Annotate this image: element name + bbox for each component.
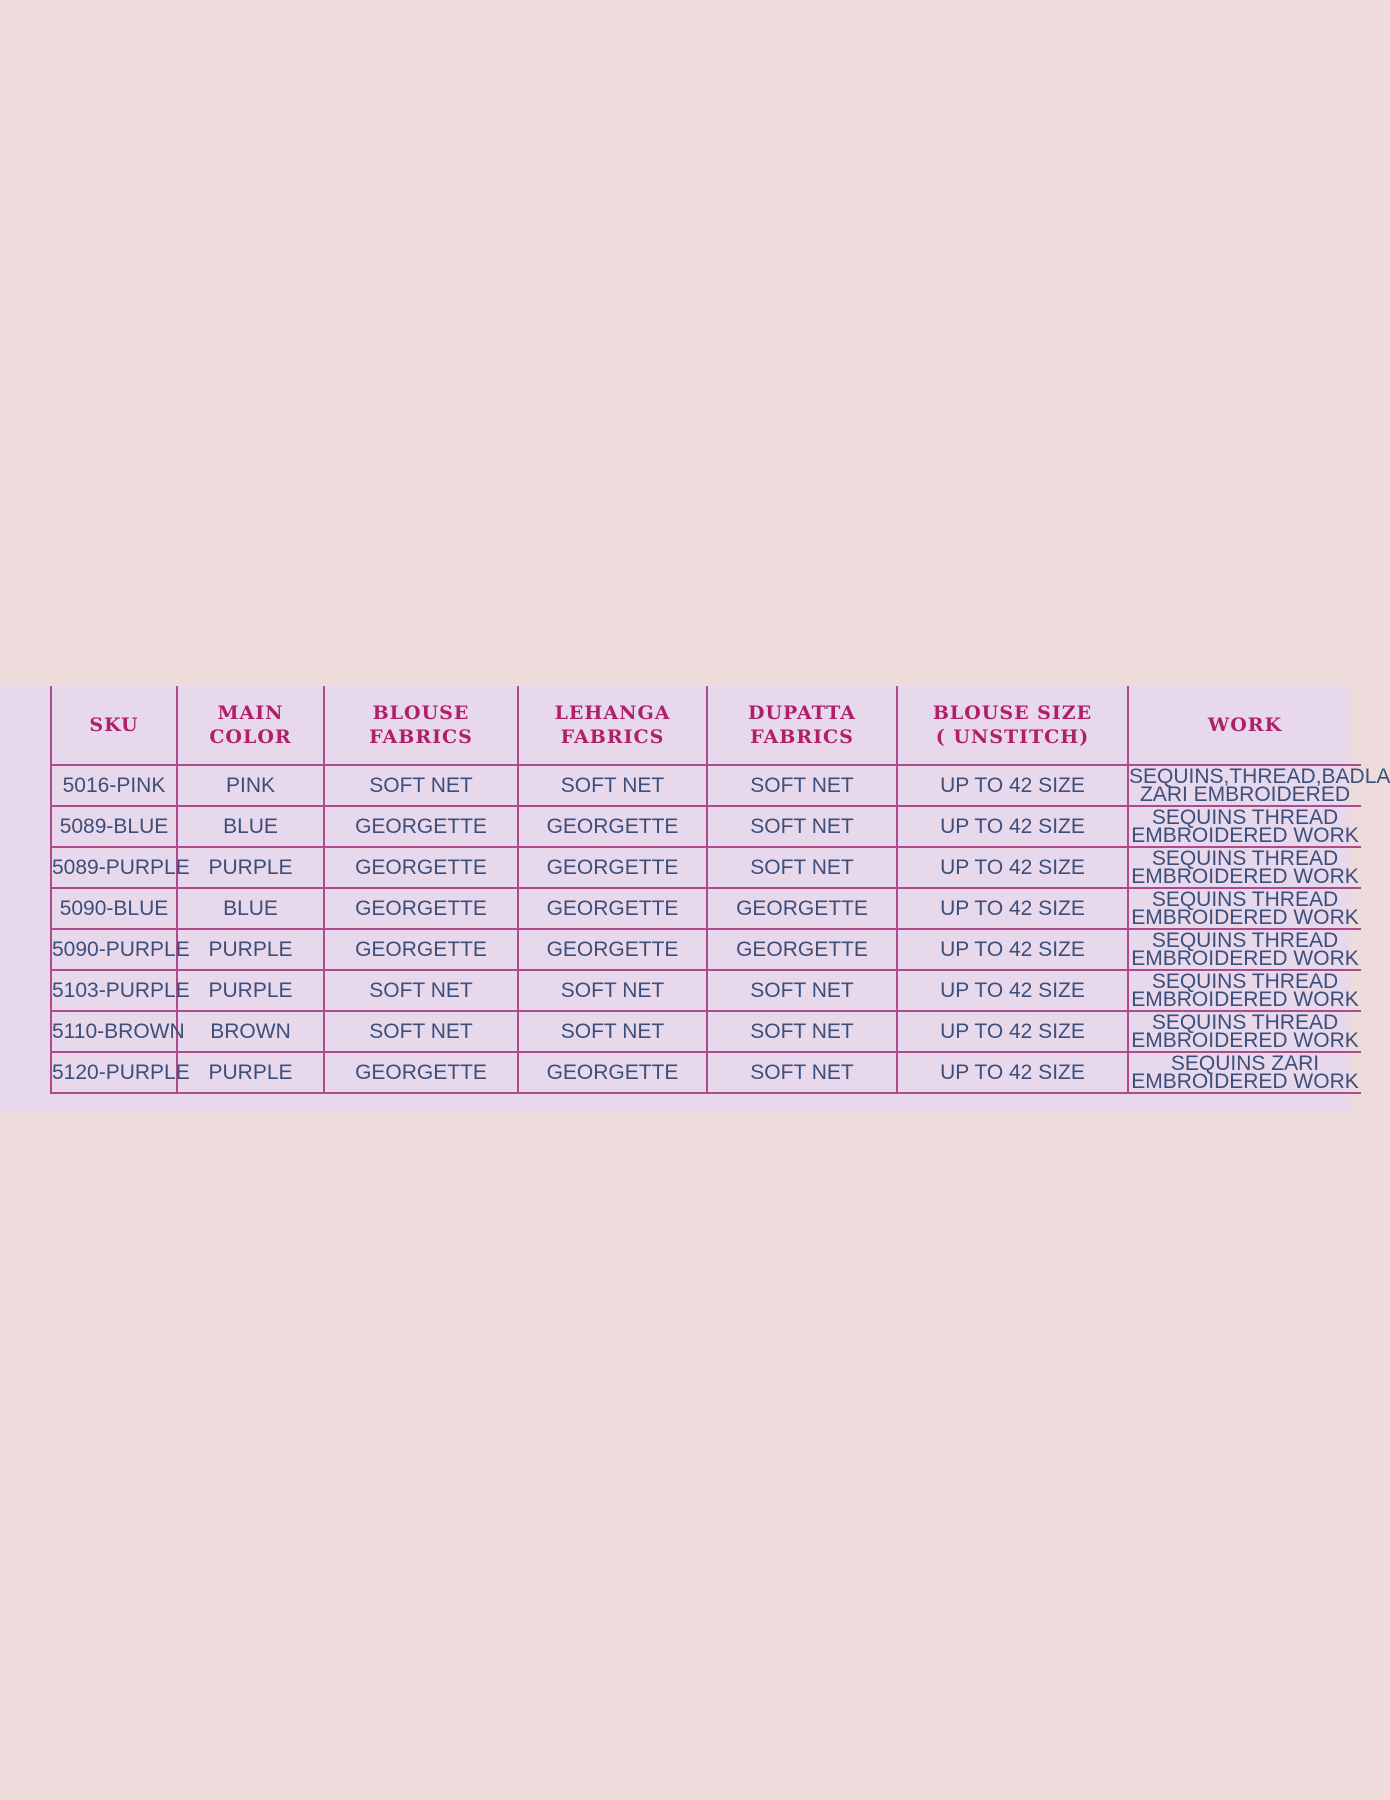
main-color-cell: PURPLE [177, 847, 324, 888]
work-line: EMBROIDERED WORK [1131, 823, 1359, 847]
table-row [51, 847, 1361, 888]
header-line: LEHANGA [554, 702, 671, 724]
table-row [51, 888, 1361, 929]
sku-cell: 5120-PURPLE [51, 1052, 177, 1093]
sku-cell: 5016-PINK [51, 765, 177, 806]
header-blouse-size [897, 686, 1128, 765]
sku-cell: 5089-BLUE [51, 806, 177, 847]
table-row [51, 970, 1361, 1011]
lehanga-fabric-cell: SOFT NET [518, 1011, 707, 1052]
product-spec-table [50, 686, 1390, 1094]
header-lehanga-fabrics [518, 686, 707, 765]
header-line: WORK [1207, 714, 1283, 736]
work-cell [1128, 1052, 1361, 1093]
work-line: SEQUINS THREAD [1151, 846, 1339, 870]
blouse-size-cell: UP TO 42 SIZE [897, 847, 1128, 888]
dupatta-fabric-cell: GEORGETTE [707, 929, 897, 970]
header-sku [51, 686, 177, 765]
header-main-color [177, 686, 324, 765]
blouse-size-cell: UP TO 42 SIZE [897, 765, 1128, 806]
header-line: COLOR [209, 726, 292, 748]
work-cell [1128, 929, 1361, 970]
header-line: FABRICS [560, 726, 665, 748]
table-row [51, 1052, 1361, 1093]
header-blouse-fabrics [324, 686, 518, 765]
header-work [1128, 686, 1361, 765]
dupatta-fabric-cell: SOFT NET [707, 847, 897, 888]
work-line: EMBROIDERED WORK [1131, 1069, 1359, 1093]
dupatta-fabric-cell: SOFT NET [707, 970, 897, 1011]
blouse-size-cell: UP TO 42 SIZE [897, 806, 1128, 847]
work-line: EMBROIDERED WORK [1131, 987, 1359, 1011]
main-color-cell: BLUE [177, 806, 324, 847]
header-line: FABRICS [369, 726, 473, 748]
blouse-fabric-cell: GEORGETTE [324, 847, 518, 888]
work-line: SEQUINS,THREAD,BADLA [1129, 764, 1390, 788]
work-line: SEQUINS THREAD [1151, 805, 1339, 829]
blouse-fabric-cell: GEORGETTE [324, 806, 518, 847]
main-color-cell: PURPLE [177, 929, 324, 970]
work-line: EMBROIDERED WORK [1131, 864, 1359, 888]
table-row [51, 929, 1361, 970]
lehanga-fabric-cell: SOFT NET [518, 765, 707, 806]
blouse-fabric-cell: SOFT NET [324, 765, 518, 806]
main-color-cell: PINK [177, 765, 324, 806]
work-cell [1128, 1011, 1361, 1052]
blouse-fabric-cell: GEORGETTE [324, 1052, 518, 1093]
blouse-size-cell: UP TO 42 SIZE [897, 929, 1128, 970]
header-dupatta-fabrics [707, 686, 897, 765]
work-cell [1128, 970, 1361, 1011]
main-color-cell: PURPLE [177, 970, 324, 1011]
blouse-fabric-cell: SOFT NET [324, 970, 518, 1011]
work-line: ZARI EMBROIDERED [1139, 782, 1351, 806]
table-row [51, 806, 1361, 847]
work-line: EMBROIDERED WORK [1131, 1028, 1359, 1052]
dupatta-fabric-cell: SOFT NET [707, 765, 897, 806]
header-line: ( UNSTITCH) [935, 726, 1090, 748]
lehanga-fabric-cell: GEORGETTE [518, 929, 707, 970]
work-cell [1128, 847, 1361, 888]
blouse-size-cell: UP TO 42 SIZE [897, 888, 1128, 929]
work-line: SEQUINS THREAD [1151, 887, 1339, 911]
blouse-fabric-cell: SOFT NET [324, 1011, 518, 1052]
main-color-cell: BLUE [177, 888, 324, 929]
header-line: MAIN [217, 702, 284, 724]
work-line: SEQUINS ZARI [1170, 1051, 1320, 1075]
dupatta-fabric-cell: SOFT NET [707, 806, 897, 847]
blouse-size-cell: UP TO 42 SIZE [897, 1011, 1128, 1052]
sku-cell: 5090-PURPLE [51, 929, 177, 970]
lehanga-fabric-cell: SOFT NET [518, 970, 707, 1011]
dupatta-fabric-cell: SOFT NET [707, 1011, 897, 1052]
blouse-size-cell: UP TO 42 SIZE [897, 1052, 1128, 1093]
table-row [51, 765, 1361, 806]
work-line: SEQUINS THREAD [1151, 969, 1339, 993]
main-color-cell: PURPLE [177, 1052, 324, 1093]
work-cell [1128, 888, 1361, 929]
header-row [51, 686, 1361, 765]
dupatta-fabric-cell: GEORGETTE [707, 888, 897, 929]
work-line: SEQUINS THREAD [1151, 1010, 1339, 1034]
lehanga-fabric-cell: GEORGETTE [518, 847, 707, 888]
header-line: DUPATTA [748, 702, 856, 724]
header-line: FABRICS [750, 726, 854, 748]
blouse-size-cell: UP TO 42 SIZE [897, 970, 1128, 1011]
table-row [51, 1011, 1361, 1052]
work-cell [1128, 806, 1361, 847]
header-line: BLOUSE [372, 702, 470, 724]
work-line: EMBROIDERED WORK [1131, 905, 1359, 929]
sku-cell: 5103-PURPLE [51, 970, 177, 1011]
sku-cell: 5110-BROWN [51, 1011, 177, 1052]
lehanga-fabric-cell: GEORGETTE [518, 1052, 707, 1093]
work-line: EMBROIDERED WORK [1131, 946, 1359, 970]
header-line: SKU [89, 714, 139, 736]
blouse-fabric-cell: GEORGETTE [324, 929, 518, 970]
main-color-cell: BROWN [177, 1011, 324, 1052]
header-line: BLOUSE SIZE [932, 702, 1093, 724]
work-line: SEQUINS THREAD [1151, 928, 1339, 952]
dupatta-fabric-cell: SOFT NET [707, 1052, 897, 1093]
lehanga-fabric-cell: GEORGETTE [518, 806, 707, 847]
work-cell [1128, 764, 1390, 806]
lehanga-fabric-cell: GEORGETTE [518, 888, 707, 929]
sku-cell: 5089-PURPLE [51, 847, 177, 888]
sku-cell: 5090-BLUE [51, 888, 177, 929]
blouse-fabric-cell: GEORGETTE [324, 888, 518, 929]
